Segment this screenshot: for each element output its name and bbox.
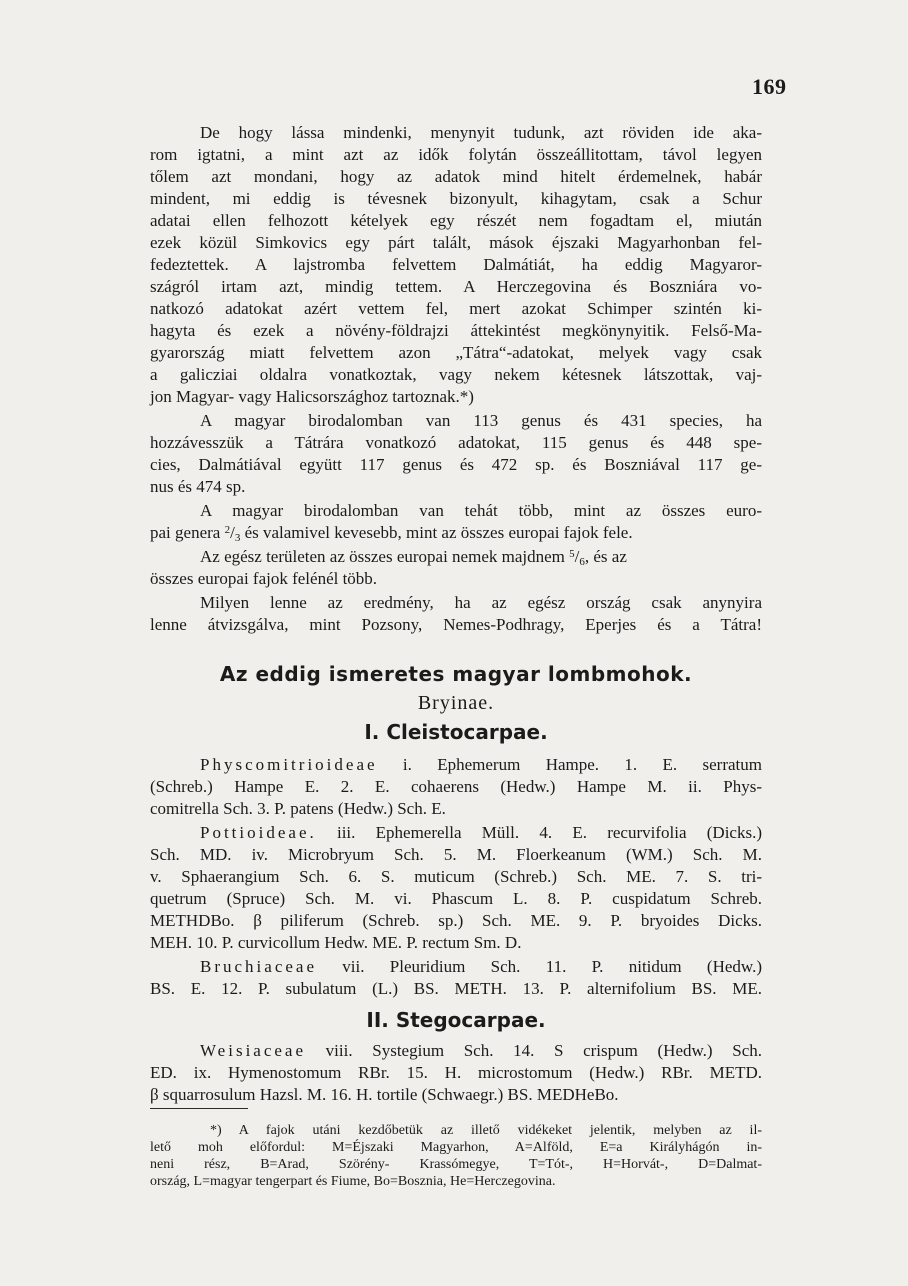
taxon-line: quetrum (Spruce) Sch. M. vi. Phascum L. 8. P. cuspidatum Schreb. xyxy=(150,889,762,908)
taxon-line: v. Sphaerangium Sch. 6. S. muticum (Schreb.) Sch. ME. 7. S. tri- xyxy=(150,867,762,886)
taxon-text: iii. Ephemerella Müll. 4. E. recurvifolia (Dicks.) xyxy=(316,823,762,842)
taxon-text: i. Ephemerum Hampe. 1. E. serratum xyxy=(377,755,762,774)
fraction: $^2/_3$ xyxy=(224,523,241,544)
taxon-family: Weisiaceae xyxy=(200,1041,307,1060)
text-line: rom igtatni, a mint azt az idők folytán összeállitottam, távol legyen xyxy=(150,145,762,164)
text-line: hagyta és ezek a növény-földrajzi áttekintést megkönynyitik. Felső-Ma- xyxy=(150,321,762,340)
text-line: tőlem azt mondani, hogy az adatok mind hitelt érdemelnek, habár xyxy=(150,167,762,186)
fraction: $^5/_6$, xyxy=(569,547,590,568)
fraction-denominator: 6 xyxy=(579,556,585,568)
text-line: A magyar birodalomban van tehát több, mint az összes euro- xyxy=(200,501,762,520)
taxon-line: β squarrosulum Hazsl. M. 16. H. tortile (Schwaegr.) BS. MEDHeBo. xyxy=(150,1085,619,1104)
fraction-numerator: 2 xyxy=(224,524,231,536)
footnote-line: neni rész, B=Arad, Szörény- Krassómegye, T=Tót-, H=Horvát-, D=Dalmat- xyxy=(150,1157,762,1172)
section-heading: II. Stegocarpae. xyxy=(366,1008,546,1032)
taxon-entry xyxy=(200,1040,762,1062)
footnote-divider xyxy=(150,1108,248,1109)
text-line: natkozó adatokat azért vettem fel, mert azokat Schimper szintén ki- xyxy=(150,299,762,318)
taxon-family: Pottioideae. xyxy=(200,823,317,842)
fraction-numerator: 5 xyxy=(569,548,575,560)
text-line-with-fraction xyxy=(200,546,762,568)
footnote-line: *) A fajok utáni kezdőbetük az illető vidékeket jelentik, melyben az il- xyxy=(210,1123,762,1138)
taxon-family: Physcomitrioideae xyxy=(200,755,378,774)
taxon-entry xyxy=(200,754,762,776)
text-fragment: és valamivel kevesebb, mint az összes europai fajok fele. xyxy=(244,523,633,542)
text-fragment: Az egész területen az összes europai nemek majdnem xyxy=(200,547,565,566)
text-line: hozzávesszük a Tátrára vonatkozó adatokat, 115 genus és 448 spe- xyxy=(150,433,762,452)
taxon-text: vii. Pleuridium Sch. 11. P. nitidum (Hedw.) xyxy=(317,957,762,976)
text-line-with-fraction xyxy=(150,522,762,544)
text-line: lenne átvizsgálva, mint Pozsony, Nemes-Podhragy, Eperjes és a Tátra! xyxy=(150,615,762,634)
text-line: ezek közül Simkovics egy párt talált, mások éjszaki Magyarhonban fel- xyxy=(150,233,762,252)
text-line: fedeztettek. A lajstromba felvettem Dalmátiát, ha eddig Magyaror- xyxy=(150,255,762,274)
taxon-entry xyxy=(200,956,762,978)
footnote-line: ország, L=magyar tengerpart és Fiume, Bo=Bosznia, He=Herczegovina. xyxy=(150,1174,556,1189)
taxon-entry xyxy=(200,822,762,844)
footnote-line: lető moh előfordul: M=Éjszaki Magyarhon, A=Alföld, E=a Királyhágón in- xyxy=(150,1140,762,1155)
text-fragment: pai genera xyxy=(150,523,221,542)
taxon-line: comitrella Sch. 3. P. patens (Hedw.) Sch. E. xyxy=(150,799,446,818)
text-line: A magyar birodalomban van 113 genus és 431 species, ha xyxy=(200,411,762,430)
text-line: összes europai fajok felénél több. xyxy=(150,569,378,588)
text-line: jon Magyar- vagy Halicsországhoz tartoznak.*) xyxy=(150,387,474,406)
taxon-line: ED. ix. Hymenostomum RBr. 15. H. microstomum (Hedw.) RBr. METD. xyxy=(150,1063,762,1082)
taxon-text: viii. Systegium Sch. 14. S crispum (Hedw.) Sch. xyxy=(306,1041,762,1060)
section-subheading: Bryinae. xyxy=(417,692,495,714)
fraction-denominator: 3 xyxy=(234,532,241,544)
taxon-line: (Schreb.) Hampe E. 2. E. cohaerens (Hedw.) Hampe M. ii. Phys- xyxy=(150,777,762,796)
text-line: gyarország miatt felvettem azon „Tátra“-adatokat, melyek vagy csak xyxy=(150,343,762,362)
text-line: cies, Dalmátiával együtt 117 genus és 472 sp. és Boszniával 117 ge- xyxy=(150,455,762,474)
text-line: szágról irtam azt, mindig tettem. A Herczegovina és Boszniára vo- xyxy=(150,277,762,296)
taxon-family: Bruchiaceae xyxy=(200,957,317,976)
taxon-line: BS. E. 12. P. subulatum (L.) BS. METH. 13. P. alternifolium BS. ME. xyxy=(150,979,762,998)
text-line: a galicziai oldalra vonatkoztak, vagy nekem kétesnek látszottak, vaj- xyxy=(150,365,762,384)
text-line: mindent, mi eddig is tévesnek bizonyult, kihagytam, csak a Schur xyxy=(150,189,762,208)
page-number: 169 xyxy=(752,74,787,99)
text-line: nus és 474 sp. xyxy=(150,477,246,496)
text-line: adatai ellen felhozott kételyek egy részét nem fogadtam el, miután xyxy=(150,211,762,230)
taxon-line: METHDBo. β piliferum (Schreb. sp.) Sch. ME. 9. P. bryoides Dicks. xyxy=(150,911,762,930)
taxon-line: Sch. MD. iv. Microbryum Sch. 5. M. Floerkeanum (WM.) Sch. M. xyxy=(150,845,762,864)
text-line: Milyen lenne az eredmény, ha az egész ország csak anynyira xyxy=(200,593,762,612)
text-fragment: és az xyxy=(593,547,627,566)
text-line: De hogy lássa mindenki, menynyit tudunk, azt röviden ide aka- xyxy=(200,123,762,142)
section-heading: I. Cleistocarpae. xyxy=(364,720,548,744)
taxon-line: MEH. 10. P. curvicollum Hedw. ME. P. rectum Sm. D. xyxy=(150,933,522,952)
section-main-heading: Az eddig ismeretes magyar lombmohok. xyxy=(219,662,693,686)
